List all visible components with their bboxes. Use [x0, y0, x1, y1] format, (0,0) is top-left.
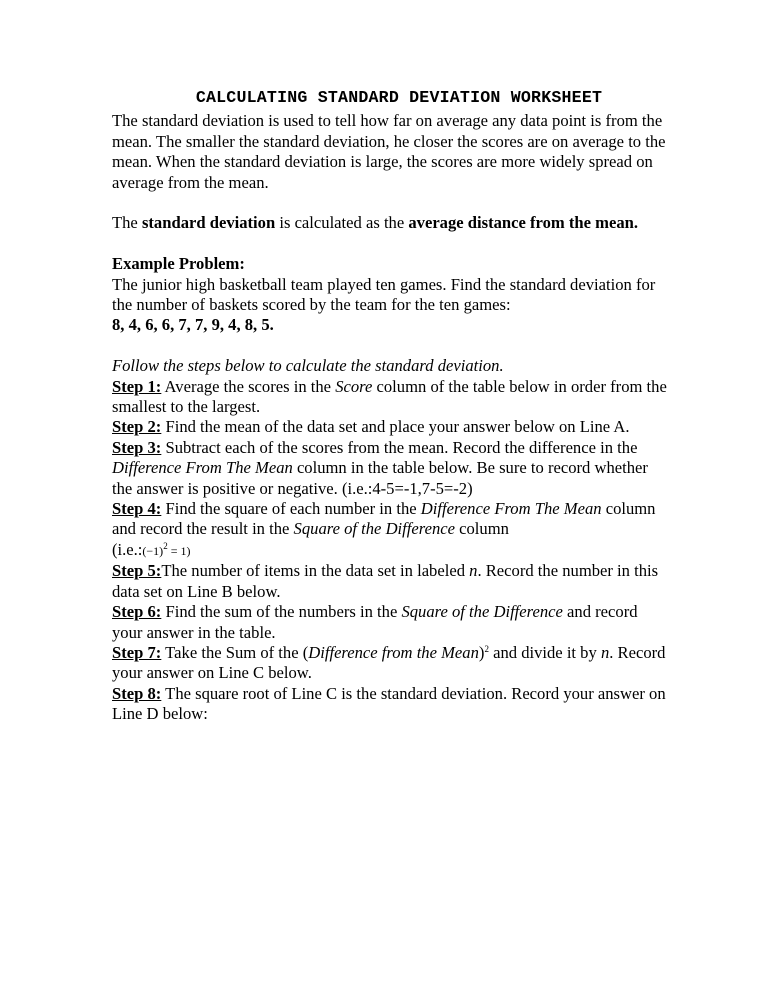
step-text: . Record your answer on Line C below. — [112, 642, 666, 683]
step-label: Step 3: — [112, 437, 162, 457]
step-text: Find the square of each number in the — [161, 499, 421, 519]
page-title: CALCULATING STANDARD DEVIATION WORKSHEET — [195, 88, 603, 107]
step-italic: Difference From The Mean — [112, 458, 293, 478]
step-text: . Record the number in this data set on Line B below. — [112, 561, 659, 601]
step-text: column in the table below. Be sure to record whether the answer is positive or negative. (i.e.:4-5=-1,7-5=-2) — [112, 458, 648, 498]
step-6 — [112, 602, 672, 643]
step-2 — [112, 417, 672, 437]
step-italic: Square of the Difference — [293, 519, 455, 539]
step-label: Step 6: — [112, 602, 162, 622]
worksheet-page — [112, 88, 672, 725]
step-label: Step 8: — [112, 683, 162, 703]
step-text: Take the Sum of the ( — [161, 642, 309, 662]
step-text: Find the sum of the numbers in the — [161, 602, 402, 622]
spacer — [112, 336, 672, 356]
step-text: and record your answer in the table. — [112, 602, 638, 642]
definition-emphasis: average distance from the mean. — [408, 213, 639, 233]
definition-pre: The — [112, 213, 142, 233]
step-3 — [112, 438, 672, 499]
step-italic: Difference From The Mean — [420, 499, 602, 519]
math-expression — [142, 540, 191, 558]
math-base: (−1) — [142, 543, 164, 558]
step-label: Step 2: — [112, 417, 162, 437]
step-example-prefix: (i.e.: — [112, 539, 143, 559]
spacer — [112, 193, 672, 213]
step-1 — [112, 377, 672, 418]
step-text: ) — [478, 642, 485, 662]
step-text: Average the scores in the — [161, 376, 336, 396]
step-label: Step 4: — [112, 499, 162, 519]
math-exponent: 2 — [484, 643, 489, 654]
step-label: Step 1: — [112, 376, 162, 396]
example-text: The junior high basketball team played ten games. Find the standard deviation for the number of baskets scored by the team for the ten games: — [112, 274, 656, 315]
step-italic: n — [469, 561, 478, 581]
math-rest: = 1) — [167, 543, 191, 558]
intro-paragraph: The standard deviation is used to tell how far on average any data point is from the mean. The smaller the standard deviation, he closer the scores are on average to the mean. When the standard deviation is large, the scores are more widely spread on average from the mean. — [112, 111, 666, 192]
step-text: and divide it by — [488, 642, 601, 662]
step-italic: Score — [335, 376, 373, 396]
step-italic: n — [600, 642, 610, 662]
step-8 — [112, 684, 672, 725]
step-text: Find the mean of the data set and place your answer below on Line A. — [161, 417, 630, 437]
step-label: Step 5: — [112, 561, 162, 581]
step-text: column and record the result in the — [112, 499, 656, 539]
step-7 — [112, 643, 672, 684]
step-text: column of the table below in order from the smallest to the largest. — [112, 376, 667, 417]
step-label: Step 7: — [112, 642, 162, 662]
step-text: The number of items in the data set in labeled — [161, 561, 470, 581]
definition-term: standard deviation — [141, 213, 276, 233]
definition-mid: is calculated as the — [275, 213, 409, 233]
instructions: Follow the steps below to calculate the standard deviation. — [112, 356, 504, 376]
step-5 — [112, 561, 672, 602]
definition-paragraph — [112, 213, 672, 233]
math-exponent: 2 — [163, 540, 168, 551]
step-4 — [112, 499, 672, 561]
step-text: The square root of Line C is the standard deviation. Record your answer on Line D below: — [112, 683, 666, 724]
example-data: 8, 4, 6, 6, 7, 7, 9, 4, 8, 5. — [112, 315, 274, 335]
step-italic: Square of the Difference — [401, 602, 563, 622]
example-heading: Example Problem: — [112, 254, 245, 274]
step-italic: Difference from the Mean — [308, 642, 479, 662]
spacer — [112, 234, 672, 254]
step-text: Subtract each of the scores from the mean. Record the difference in the — [161, 437, 638, 457]
step-text: column — [454, 519, 509, 539]
